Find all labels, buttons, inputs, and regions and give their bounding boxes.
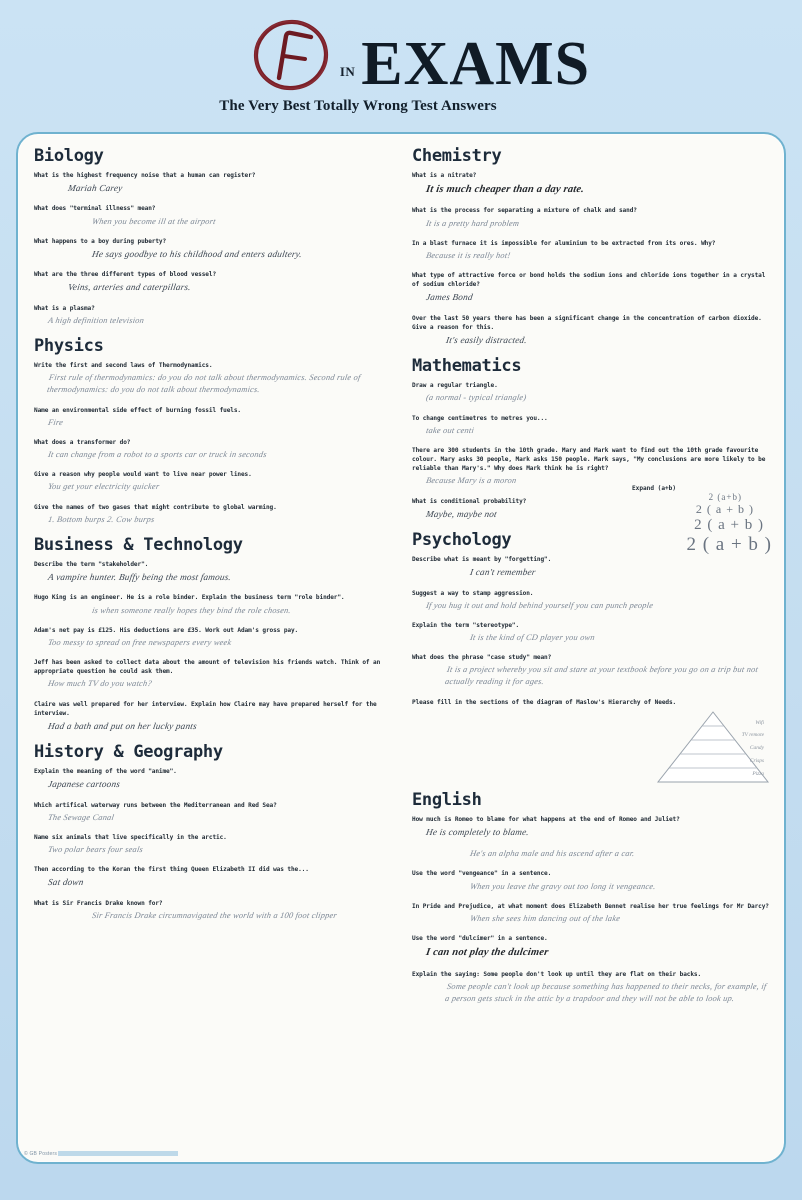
handwritten-answer: It is a pretty hard problem bbox=[425, 218, 520, 228]
qa-item bbox=[412, 698, 772, 707]
handwritten-answer: How much TV do you watch? bbox=[47, 679, 153, 689]
qa-item bbox=[412, 653, 772, 689]
qa-item bbox=[412, 171, 772, 197]
handwritten-answer: He is completely to blame. bbox=[425, 826, 530, 837]
section-history-geography bbox=[34, 742, 394, 922]
handwritten-answer: When you leave the gravy out too long it vengeance. bbox=[469, 881, 657, 891]
qa-item bbox=[412, 271, 772, 305]
expand-line: 2 ( a + b ) bbox=[695, 501, 754, 516]
section-business-technology bbox=[34, 535, 394, 733]
exam-question: Explain the meaning of the word "anime". bbox=[34, 768, 177, 776]
exam-question: Explain the term "stereotype". bbox=[412, 621, 520, 629]
handwritten-answer: is when someone really hopes they bind the role chosen. bbox=[91, 605, 292, 615]
exam-question: What happens to a boy during puberty? bbox=[34, 237, 167, 245]
exam-question: What is a nitrate? bbox=[412, 172, 477, 179]
exam-question: How much is Romeo to blame for what happens at the end of Romeo and Juliet? bbox=[412, 815, 680, 823]
pyramid-tier-label: Wifi bbox=[755, 719, 764, 726]
qa-item bbox=[412, 381, 772, 404]
qa-list bbox=[412, 171, 772, 347]
section-psychology bbox=[412, 530, 772, 784]
exam-question: Describe the term "stakeholder". bbox=[34, 560, 149, 568]
qa-item bbox=[412, 589, 772, 612]
handwritten-answer: Sat down bbox=[47, 877, 85, 888]
qa-item bbox=[412, 934, 772, 960]
exam-question: Explain the saying: Some people don't look up until they are flat on their backs. bbox=[412, 970, 702, 978]
qa-item bbox=[34, 406, 394, 429]
handwritten-answer: Too messy to spread on free newspapers every week bbox=[47, 637, 233, 647]
qa-item bbox=[34, 865, 394, 889]
qa-list bbox=[412, 815, 772, 1005]
handwritten-answer: If you hug it out and hold behind yourself you can punch people bbox=[425, 600, 654, 610]
exam-question: In Pride and Prejudice, at what moment does Elizabeth Bennet realise her true feelings for Mr Darcy? bbox=[412, 902, 769, 910]
qa-item bbox=[412, 970, 772, 1006]
section-title-physics: Physics bbox=[34, 336, 104, 357]
section-title-business-technology: Business & Technology bbox=[34, 534, 243, 555]
handwritten-answer: Had a bath and put on her lucky pants bbox=[47, 720, 198, 731]
handwritten-answer: When she sees him dancing out of the lake bbox=[469, 913, 621, 923]
handwritten-answer: Sir Francis Drake circumnavigated the world with a 100 foot clipper bbox=[91, 910, 338, 920]
exam-question: What is the highest frequency noise that a human can register? bbox=[34, 172, 256, 179]
answer-sheet bbox=[16, 132, 786, 1164]
exam-question: What does a transformer do? bbox=[34, 438, 131, 446]
handwritten-answer: Because it is really hot! bbox=[425, 250, 512, 260]
qa-item bbox=[412, 414, 772, 437]
handwritten-answer: It is much cheaper than a day rate. bbox=[425, 184, 585, 196]
qa-item bbox=[412, 869, 772, 892]
qa-item bbox=[412, 239, 772, 262]
qa-item bbox=[34, 560, 394, 584]
handwritten-answer: It can change from a robot to a sports car or truck in seconds bbox=[47, 450, 268, 460]
qa-item bbox=[34, 899, 394, 922]
qa-item bbox=[34, 204, 394, 227]
section-title-history-geography: History & Geography bbox=[34, 742, 223, 763]
exam-question: What does the phrase "case study" mean? bbox=[412, 654, 552, 662]
pyramid-tier-label: Pizza bbox=[752, 770, 764, 777]
handwritten-answer: Maybe, maybe not bbox=[425, 508, 498, 519]
right-column bbox=[412, 146, 772, 1152]
exam-question: Use the word "vengeance" in a sentence. bbox=[412, 870, 552, 878]
handwritten-answer: take out centi bbox=[425, 425, 475, 435]
maslow-pyramid-row bbox=[412, 716, 772, 784]
section-physics bbox=[34, 336, 394, 526]
exam-question: Please fill in the sections of the diagram of Maslow's Hierarchy of Needs. bbox=[412, 698, 677, 706]
pyramid-tier-label: Crisps bbox=[749, 757, 764, 764]
grade-f-icon bbox=[248, 14, 334, 96]
exam-question: What are the three different types of blood vessel? bbox=[34, 271, 217, 279]
qa-item bbox=[34, 361, 394, 397]
exam-question: To change centimetres to metres you... bbox=[412, 414, 548, 422]
qa-item bbox=[34, 503, 394, 526]
exam-question: Over the last 50 years there has been a significant change in the concentration of carbon dioxide. Give a reason for this. bbox=[412, 314, 762, 331]
exam-question: What is a plasma? bbox=[34, 304, 95, 312]
expand-label: Expand (a+b) bbox=[632, 484, 677, 492]
qa-item bbox=[34, 593, 394, 616]
exam-question: What is the process for separating a mixture of chalk and sand? bbox=[412, 207, 637, 215]
sheet-columns bbox=[34, 146, 772, 1152]
exam-question: What is Sir Francis Drake known for? bbox=[34, 899, 163, 907]
handwritten-answer: Fire bbox=[47, 417, 64, 427]
qa-list bbox=[34, 361, 394, 526]
pyramid-tier-label: TV remote bbox=[741, 732, 764, 739]
section-title-mathematics: Mathematics bbox=[412, 356, 522, 377]
handwritten-answer: 1. Bottom burps 2. Cow burps bbox=[47, 514, 156, 524]
exam-question: What does "terminal illness" mean? bbox=[34, 205, 156, 213]
handwritten-answer: (a normal - typical triangle) bbox=[425, 393, 528, 403]
qa-list bbox=[34, 560, 394, 733]
handwritten-answer: Veins, arteries and caterpillars. bbox=[67, 282, 192, 293]
qa-list bbox=[34, 171, 394, 327]
poster-subtitle: The Very Best Totally Wrong Test Answers bbox=[219, 98, 497, 114]
qa-item bbox=[34, 658, 394, 690]
exam-question: Adam's net pay is £125. His deductions are £35. Work out Adam's gross pay. bbox=[34, 626, 299, 634]
exam-question: Write the first and second laws of Thermodynamics. bbox=[34, 362, 213, 370]
section-title-chemistry: Chemistry bbox=[412, 146, 502, 166]
exam-question: There are 300 students in the 10th grade. Mary and Mark want to find out the 10th grade favourite colour. Mary asks 30 people, Mark asks 150 people. Mark says, "My conclusions are more likely to be reliable than Mary's." Why does Mark think he is right? bbox=[412, 446, 766, 473]
qa-item bbox=[412, 555, 772, 579]
exam-question: Describe what is meant by "forgetting". bbox=[412, 556, 552, 564]
qa-item bbox=[412, 206, 772, 229]
handwritten-answer: I can't remember bbox=[469, 567, 537, 578]
exam-question: What is conditional probability? bbox=[412, 497, 527, 505]
expand-line: 2 (a+b) bbox=[708, 491, 742, 502]
exam-question: Name six animals that live specifically in the arctic. bbox=[34, 833, 227, 841]
handwritten-answer: A high definition television bbox=[47, 315, 145, 325]
handwritten-answer: He's an alpha male and his ascend after a car. bbox=[469, 849, 636, 859]
expand-line: 2 ( a + b ) bbox=[686, 533, 772, 555]
section-chemistry bbox=[412, 146, 772, 347]
exam-question: Which artifical waterway runs between the Mediterranean and Red Sea? bbox=[34, 801, 277, 809]
section-title-biology: Biology bbox=[34, 146, 104, 166]
qa-item bbox=[412, 815, 772, 839]
page-title: EXAMS bbox=[361, 30, 591, 99]
qa-item bbox=[34, 470, 394, 493]
qa-item bbox=[34, 237, 394, 261]
qa-item bbox=[412, 902, 772, 925]
exam-question: Then according to the Koran the first thing Queen Elizabeth II did was the... bbox=[34, 866, 309, 874]
exam-question: Claire was well prepared for her interview. Explain how Claire may have prepared herself for the interview. bbox=[34, 700, 377, 717]
qa-item bbox=[34, 171, 394, 195]
section-title-english: English bbox=[412, 789, 482, 810]
qa-list bbox=[412, 555, 772, 784]
handwritten-answer: He says goodbye to his childhood and enters adultery. bbox=[91, 248, 303, 259]
pyramid-tier-label: Candy bbox=[749, 745, 764, 752]
exam-question: Draw a regular triangle. bbox=[412, 382, 498, 390]
handwritten-answer: Mariah Carey bbox=[67, 183, 124, 194]
title-in-word: in bbox=[339, 60, 356, 81]
qa-list bbox=[34, 767, 394, 922]
qa-item bbox=[34, 833, 394, 856]
section-title-psychology: Psychology bbox=[412, 530, 512, 551]
handwritten-answer: Japanese cartoons bbox=[47, 779, 121, 790]
expand-line: 2 ( a + b ) bbox=[694, 516, 764, 533]
qa-item bbox=[34, 767, 394, 791]
handwritten-answer: The Sewage Canal bbox=[47, 812, 115, 822]
qa-item bbox=[34, 700, 394, 734]
qa-item bbox=[412, 621, 772, 644]
handwritten-answer: I can not play the dulcimer bbox=[425, 947, 550, 959]
exam-question: Jeff has been asked to collect data about the amount of television his friends watch. Think of an appropriate question he could ask them. bbox=[34, 659, 381, 676]
copyright-credit: © GB Posters bbox=[24, 1151, 58, 1157]
qa-item bbox=[412, 314, 772, 348]
handwritten-answer: It is a project whereby you sit and stare at your textbook before you go on a trip but not actually reading it for ages. bbox=[444, 665, 759, 687]
title-row bbox=[248, 14, 591, 99]
handwritten-answer: Some people can't look up because something has happened to their necks, for example, if a person gets stuck in the attic by a trapdoor and they will not be able to look up. bbox=[444, 981, 768, 1003]
expand-doodle bbox=[632, 483, 772, 556]
handwritten-answer: When you become ill at the airport bbox=[91, 216, 217, 226]
qa-item bbox=[34, 270, 394, 294]
handwritten-answer: A vampire hunter. Buffy being the most famous. bbox=[47, 572, 232, 583]
handwritten-answer: James Bond bbox=[425, 292, 474, 303]
exam-question: Hugo King is an engineer. He is a role binder. Explain the business term "role binder". bbox=[34, 594, 345, 602]
exam-question: Give a reason why people would want to live near power lines. bbox=[34, 471, 252, 479]
exam-question: Use the word "dulcimer" in a sentence. bbox=[412, 935, 548, 943]
qa-item bbox=[412, 446, 772, 488]
section-biology bbox=[34, 146, 394, 327]
handwritten-answer: Two polar bears four seals bbox=[47, 845, 144, 855]
footer-bar bbox=[58, 1151, 178, 1156]
maslow-pyramid-icon bbox=[654, 710, 772, 784]
exam-question: In a blast furnace it is impossible for aluminium to be extracted from its ores. Why? bbox=[412, 239, 716, 247]
qa-item bbox=[34, 801, 394, 824]
exam-question: Give the names of two gases that might contribute to global warming. bbox=[34, 503, 277, 511]
handwritten-answer: You get your electricity quicker bbox=[47, 482, 161, 492]
qa-item bbox=[34, 304, 394, 327]
poster-header bbox=[0, 0, 802, 126]
qa-item bbox=[412, 848, 772, 860]
qa-item bbox=[34, 438, 394, 461]
exam-question: Suggest a way to stamp aggression. bbox=[412, 589, 534, 597]
left-column bbox=[34, 146, 394, 1152]
handwritten-answer: Because Mary is a moron bbox=[425, 476, 518, 486]
exam-question: Name an environmental side effect of burning fossil fuels. bbox=[34, 406, 241, 414]
qa-item bbox=[34, 626, 394, 649]
section-english bbox=[412, 790, 772, 1005]
handwritten-answer: It is the kind of CD player you own bbox=[469, 632, 596, 642]
handwritten-answer: It's easily distracted. bbox=[445, 334, 528, 345]
exam-question: What type of attractive force or bond holds the sodium ions and chloride ions together in a crystal of sodium chloride? bbox=[412, 272, 766, 289]
handwritten-answer: First rule of thermodynamics: do you do not talk about thermodynamics. Second rule of thermodynamics: do you do not talk about thermodynamics. bbox=[46, 373, 362, 395]
